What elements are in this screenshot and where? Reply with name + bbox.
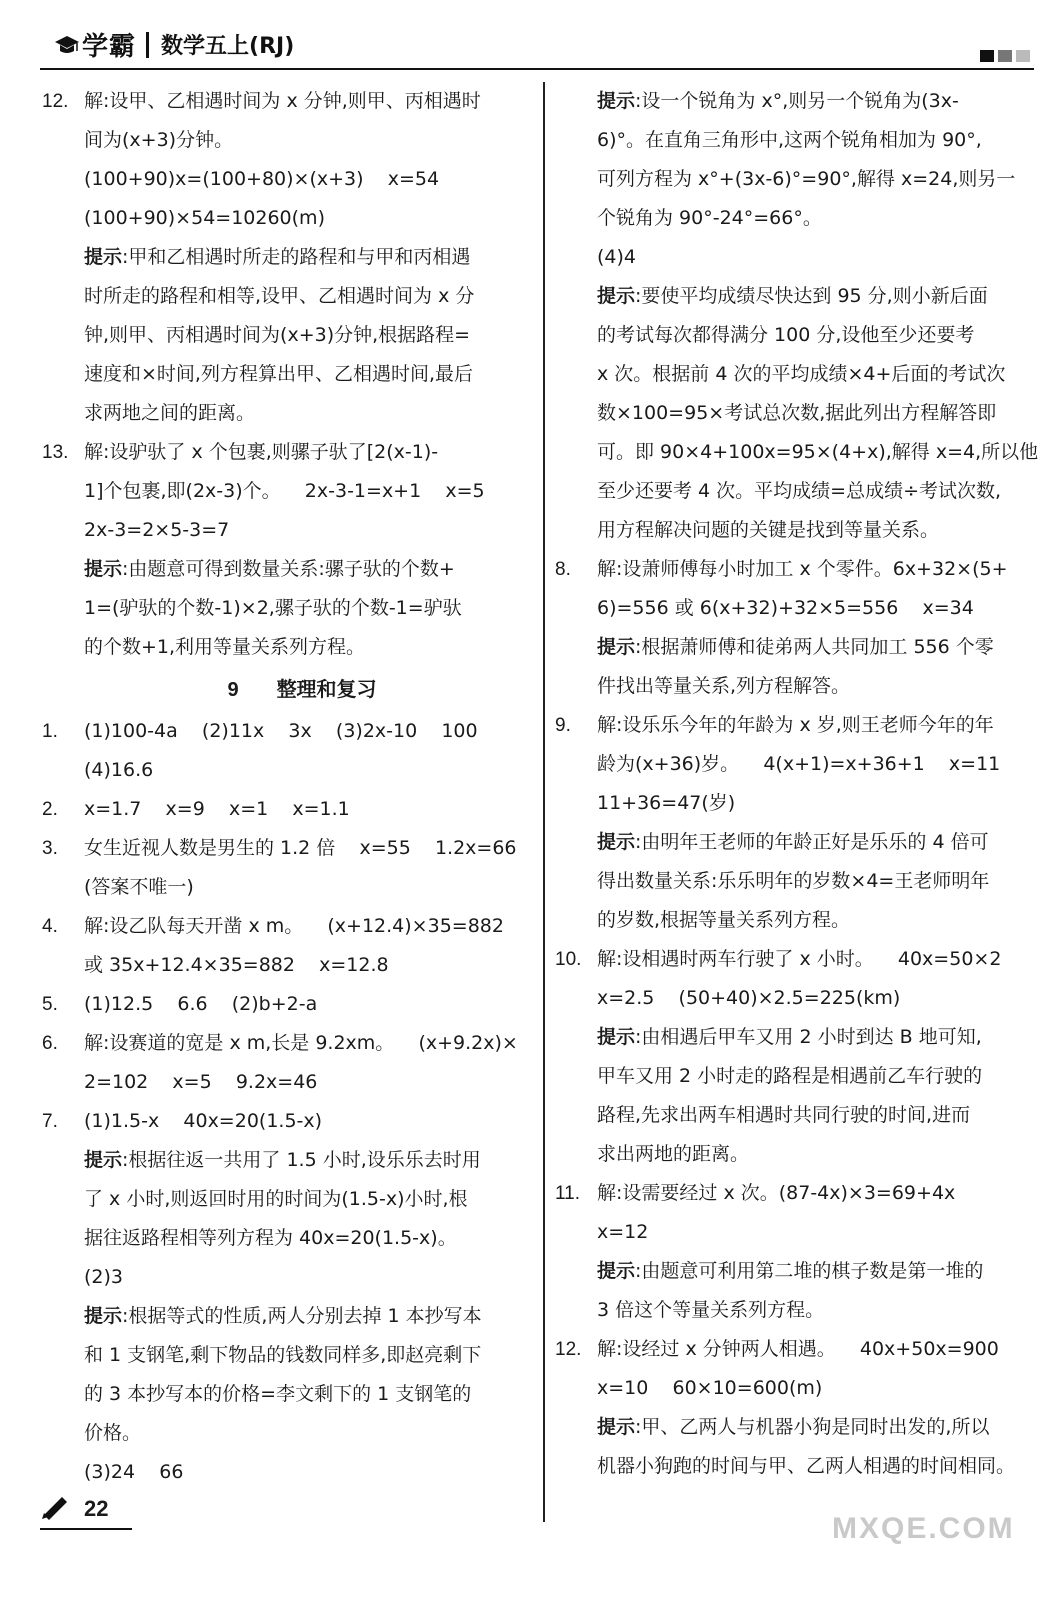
logo xyxy=(54,26,136,63)
answer-line: (4)16.6 xyxy=(84,759,154,781)
watermark-text: MXQE.COM xyxy=(832,1512,1015,1545)
hint-text: :要使平均成绩尽快达到 95 分,则小新后面 xyxy=(635,285,988,307)
header-rule xyxy=(40,68,1034,70)
hint-line: 了 x 小时,则返回时用的时间为(1.5-x)小时,根 xyxy=(84,1188,468,1210)
square-light xyxy=(1016,50,1030,62)
review-question-7 xyxy=(42,1102,532,1492)
review-question-3 xyxy=(42,829,532,907)
hint-line: 速度和×时间,列方程算出甲、乙相遇时间,最后 xyxy=(84,363,474,385)
answer-line: 解:设乐乐今年的年龄为 x 岁,则王老师今年的年 xyxy=(597,714,994,736)
review-question-9 xyxy=(555,706,1035,940)
hint-line: 据往返路程相等列方程为 40x=20(1.5-x)。 xyxy=(84,1227,457,1249)
answer-line: x=2.5 (50+40)×2.5=225(km) xyxy=(597,987,901,1009)
review-question-1 xyxy=(42,712,532,790)
page-header xyxy=(0,0,1054,70)
footer-rule xyxy=(40,1528,132,1530)
hint-line: 和 1 支钢笔,剩下物品的钱数同样多,即赵亮剩下 xyxy=(84,1344,482,1366)
question-number: 11. xyxy=(555,1183,581,1204)
answer-line: 或 35x+12.4×35=882 x=12.8 xyxy=(84,954,389,976)
question-number: 10. xyxy=(555,949,582,970)
page-footer xyxy=(40,1496,108,1522)
hint-line xyxy=(84,238,532,277)
book-title: 数学五上(RJ) xyxy=(161,34,295,59)
question-number: 9. xyxy=(555,715,571,736)
answer-line: 2x-3=2×5-3=7 xyxy=(84,519,230,541)
hint-line: 个锐角为 90°-24°=66°。 xyxy=(597,207,822,229)
square-dark xyxy=(980,50,994,62)
hint-label: 提示 xyxy=(597,636,636,658)
hint-line xyxy=(84,550,532,589)
hint-line: 6)°。在直角三角形中,这两个锐角相加为 90°, xyxy=(597,129,982,151)
hint-line: 机器小狗跑的时间与甲、乙两人相遇的时间相同。 xyxy=(597,1455,1016,1477)
hint-line: 价格。 xyxy=(84,1422,142,1444)
title-separator xyxy=(146,32,149,58)
question-number: 7. xyxy=(42,1111,58,1132)
hint-line: 可列方程为 x°+(3x-6)°=90°,解得 x=24,则另一 xyxy=(597,168,1016,190)
hint-text: :由明年王老师的年龄正好是乐乐的 4 倍可 xyxy=(635,831,989,853)
answer-line: 11+36=47(岁) xyxy=(597,792,736,814)
answer-line: 解:设需要经过 x 次。(87-4x)×3=69+4x xyxy=(597,1182,956,1204)
answer-line: 解:设相遇时两车行驶了 x 小时。 40x=50×2 xyxy=(597,948,1002,970)
review-question-10 xyxy=(555,940,1035,1174)
answer-line: x=10 60×10=600(m) xyxy=(597,1377,823,1399)
left-column xyxy=(42,82,532,1492)
answer-line: x=12 xyxy=(597,1221,649,1243)
column-divider xyxy=(543,82,545,1522)
hint-line xyxy=(597,628,1035,667)
hint-label: 提示 xyxy=(84,246,123,268)
review-question-5 xyxy=(42,985,532,1024)
answer-line: 1]个包裹,即(2x-3)个。 2x-3-1=x+1 x=5 xyxy=(84,480,485,502)
graduation-cap-icon xyxy=(54,34,80,56)
hint-label: 提示 xyxy=(597,90,636,112)
hint-text: :甲和乙相遇时所走的路程和与甲和丙相遇 xyxy=(122,246,471,268)
answer-line: (100+90)×54=10260(m) xyxy=(84,207,325,229)
hint-label: 提示 xyxy=(597,1260,636,1282)
hint-text: :设一个锐角为 x°,则另一个锐角为(3x- xyxy=(635,90,959,112)
hint-line: 的考试每次都得满分 100 分,设他至少还要考 xyxy=(597,324,975,346)
hint-line: 得出数量关系:乐乐明年的岁数×4=王老师明年 xyxy=(597,870,990,892)
logo-text: 学霸 xyxy=(82,32,137,62)
hint-text: :根据往返一共用了 1.5 小时,设乐乐去时用 xyxy=(122,1149,481,1171)
watermark xyxy=(832,1512,1032,1592)
question-number: 6. xyxy=(42,1033,58,1054)
answer-line: (3)24 66 xyxy=(84,1461,184,1483)
review-question-8 xyxy=(555,550,1035,706)
hint-line: 可。即 90×4+100x=95×(4+x),解得 x=4,所以他 xyxy=(597,441,1039,463)
hint-label: 提示 xyxy=(597,831,636,853)
hint-line: 数×100=95×考试总次数,据此列出方程解答即 xyxy=(597,402,997,424)
answer-line: 解:设经过 x 分钟两人相遇。 40x+50x=900 xyxy=(597,1338,999,1360)
hint-line: 时所走的路程和相等,设甲、乙相遇时间为 x 分 xyxy=(84,285,475,307)
pencil-icon xyxy=(40,1497,70,1521)
hint-label: 提示 xyxy=(84,1305,123,1327)
question-number: 1. xyxy=(42,721,58,742)
hint-text: :由题意可得到数量关系:骡子驮的个数+ xyxy=(122,558,455,580)
hint-line: 件找出等量关系,列方程解答。 xyxy=(597,675,851,697)
answer-line: 解:设乙队每天开凿 x m。 (x+12.4)×35=882 xyxy=(84,915,504,937)
answer-line: (1)1.5-x 40x=20(1.5-x) xyxy=(84,1110,323,1132)
hint-line: 用方程解决问题的关键是找到等量关系。 xyxy=(597,519,940,541)
brand xyxy=(54,26,294,63)
question-7-continued xyxy=(555,82,1039,550)
hint-line: 3 倍这个等量关系列方程。 xyxy=(597,1299,825,1321)
answer-line: 2=102 x=5 9.2x=46 xyxy=(84,1071,318,1093)
answer-line: 解:设赛道的宽是 x m,长是 9.2xm。 (x+9.2x)× xyxy=(84,1032,518,1054)
hint-line: 1=(驴驮的个数-1)×2,骡子驮的个数-1=驴驮 xyxy=(84,597,462,619)
review-question-12 xyxy=(555,1330,1035,1486)
hint-text: :由题意可利用第二堆的棋子数是第一堆的 xyxy=(635,1260,984,1282)
hint-line: 的 3 本抄写本的价格=李文剩下的 1 支钢笔的 xyxy=(84,1383,472,1405)
answer-line: (答案不唯一) xyxy=(84,876,194,898)
hint-line xyxy=(84,1297,532,1336)
hint-line: 的个数+1,利用等量关系列方程。 xyxy=(84,636,366,658)
answer-line: 间为(x+3)分钟。 xyxy=(84,129,234,151)
answer-line: (1)12.5 6.6 (2)b+2-a xyxy=(84,993,318,1015)
hint-text: :甲、乙两人与机器小狗是同时出发的,所以 xyxy=(635,1416,990,1438)
section-title: 整理和复习 xyxy=(276,677,377,701)
section-number: 9 xyxy=(227,679,239,701)
answer-line: (2)3 xyxy=(84,1266,124,1288)
hint-label: 提示 xyxy=(597,1026,636,1048)
header-squares xyxy=(980,50,1030,62)
review-question-6 xyxy=(42,1024,532,1102)
hint-text: :根据萧师傅和徒弟两人共同加工 556 个零 xyxy=(635,636,994,658)
right-column xyxy=(555,82,1039,1486)
hint-line xyxy=(597,1408,1035,1447)
hint-line: 钟,则甲、丙相遇时间为(x+3)分钟,根据路程= xyxy=(84,324,471,346)
answer-line: 6)=556 或 6(x+32)+32×5=556 x=34 xyxy=(597,597,974,619)
hint-text: :根据等式的性质,两人分别去掉 1 本抄写本 xyxy=(122,1305,482,1327)
answer-line: 解:设驴驮了 x 个包裹,则骡子驮了[2(x-1)- xyxy=(84,441,439,463)
review-question-11 xyxy=(555,1174,1035,1330)
hint-text: :由相遇后甲车又用 2 小时到达 B 地可知, xyxy=(635,1026,982,1048)
hint-label: 提示 xyxy=(597,285,636,307)
question-number: 12. xyxy=(42,91,69,112)
review-question-2 xyxy=(42,790,532,829)
square-mid xyxy=(998,50,1012,62)
hint-line: 的岁数,根据等量关系列方程。 xyxy=(597,909,851,931)
hint-label: 提示 xyxy=(597,1416,636,1438)
hint-line: 至少还要考 4 次。平均成绩=总成绩÷考试次数, xyxy=(597,480,1002,502)
question-number: 2. xyxy=(42,799,58,820)
question-number: 3. xyxy=(42,838,58,859)
section-heading xyxy=(72,667,532,712)
question-number: 8. xyxy=(555,559,571,580)
answer-line: (4)4 xyxy=(597,246,637,268)
answer-line: (100+90)x=(100+80)×(x+3) x=54 xyxy=(84,168,440,190)
hint-line xyxy=(597,823,1035,862)
answer-line: x=1.7 x=9 x=1 x=1.1 xyxy=(84,798,350,820)
answer-line: 龄为(x+36)岁。 4(x+1)=x+36+1 x=11 xyxy=(597,753,1001,775)
hint-line xyxy=(597,82,1035,121)
question-number: 13. xyxy=(42,442,69,463)
hint-line: 甲车又用 2 小时走的路程是相遇前乙车行驶的 xyxy=(597,1065,983,1087)
question-13 xyxy=(42,433,532,667)
review-question-4 xyxy=(42,907,532,985)
hint-line: 路程,先求出两车相遇时共同行驶的时间,进而 xyxy=(597,1104,971,1126)
hint-line: 求出两地的距离。 xyxy=(597,1143,750,1165)
hint-line xyxy=(597,277,1035,316)
answer-line: 解:设萧师傅每小时加工 x 个零件。6x+32×(5+ xyxy=(597,558,1008,580)
question-number: 12. xyxy=(555,1339,582,1360)
question-12 xyxy=(42,82,532,433)
hint-label: 提示 xyxy=(84,1149,123,1171)
hint-line xyxy=(597,1018,1035,1057)
answer-line: 解:设甲、乙相遇时间为 x 分钟,则甲、丙相遇时 xyxy=(84,90,481,112)
hint-line: x 次。根据前 4 次的平均成绩×4+后面的考试次 xyxy=(597,363,1006,385)
hint-label: 提示 xyxy=(84,558,123,580)
hint-line: 求两地之间的距离。 xyxy=(84,402,256,424)
question-number: 4. xyxy=(42,916,58,937)
answer-line: 女生近视人数是男生的 1.2 倍 x=55 1.2x=66 xyxy=(84,837,517,859)
answer-line: (1)100-4a (2)11x 3x (3)2x-10 100 xyxy=(84,720,478,742)
hint-line xyxy=(597,1252,1035,1291)
hint-line xyxy=(84,1141,532,1180)
page-number: 22 xyxy=(84,1496,109,1521)
question-number: 5. xyxy=(42,994,58,1015)
